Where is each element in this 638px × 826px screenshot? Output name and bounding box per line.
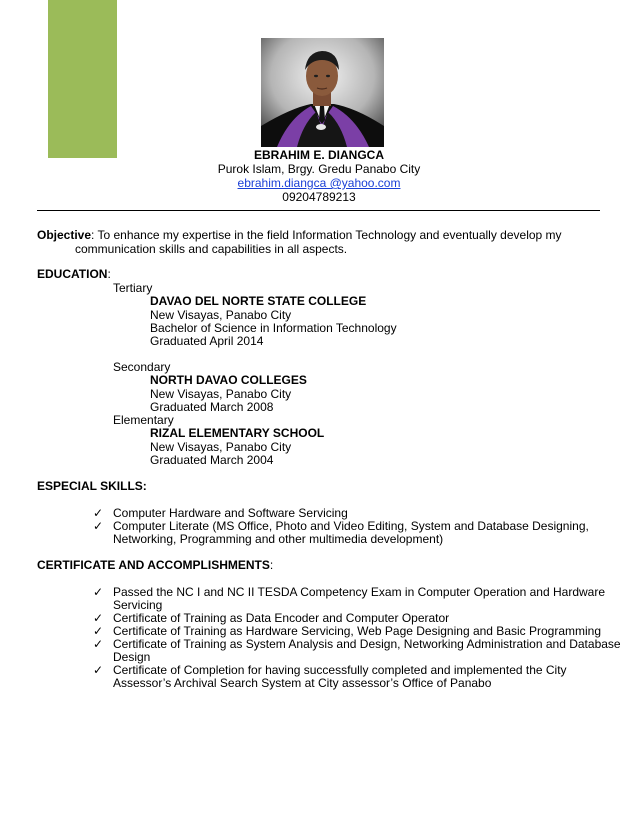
elementary-level: Elementary <box>113 413 174 427</box>
profile-photo <box>261 38 384 147</box>
elementary-graduated: Graduated March 2004 <box>150 453 274 467</box>
education-heading-text: EDUCATION <box>37 267 108 281</box>
secondary-graduated: Graduated March 2008 <box>150 400 274 414</box>
tertiary-location: New Visayas, Panabo City <box>150 308 292 322</box>
skill-item-2-line-1: Computer Literate (MS Office, Photo and Video Editing, System and Database Designing, <box>113 519 589 533</box>
certificate-item-5-line-1: Certificate of Completion for having successfully completed and implemented the City <box>113 663 567 677</box>
checkmark-icon: ✓ <box>93 663 104 677</box>
secondary-school: NORTH DAVAO COLLEGES <box>150 373 307 387</box>
applicant-address: Purok Islam, Brgy. Gredu Panabo City <box>217 162 421 176</box>
skill-item-1: Computer Hardware and Software Servicing <box>113 506 348 520</box>
certificate-item-2: Certificate of Training as Data Encoder and Computer Operator <box>113 611 450 625</box>
elementary-location: New Visayas, Panabo City <box>150 440 292 454</box>
certificates-heading-colon: : <box>269 558 274 572</box>
accent-bar <box>48 0 117 158</box>
header-divider <box>37 210 600 211</box>
skills-heading: ESPECIAL SKILLS: <box>37 479 147 493</box>
tertiary-school: DAVAO DEL NORTE STATE COLLEGE <box>150 294 367 308</box>
objective-line-2: communication skills and capabilities in all aspects. <box>75 242 348 256</box>
checkmark-icon: ✓ <box>93 519 104 533</box>
objective-text: : To enhance my expertise in the field Information Technology and eventually develop my <box>91 228 562 242</box>
tertiary-degree: Bachelor of Science in Information Technology <box>150 321 397 335</box>
checkmark-icon: ✓ <box>93 637 104 651</box>
certificate-item-5-line-2: Assessor’s Archival Search System at City assessor’s Office of Panabo <box>113 676 492 690</box>
checkmark-icon: ✓ <box>93 624 104 638</box>
secondary-level: Secondary <box>113 360 171 374</box>
skill-item-2-line-2: Networking, Programming and other multimedia development) <box>113 532 444 546</box>
certificate-item-3: Certificate of Training as Hardware Servicing, Web Page Designing and Basic Programming <box>113 624 602 638</box>
email-link[interactable]: ebrahim.diangca @yahoo.com <box>237 176 401 190</box>
objective-line-1 <box>37 229 562 242</box>
certificates-heading <box>37 559 273 572</box>
elementary-school: RIZAL ELEMENTARY SCHOOL <box>150 426 325 440</box>
certificate-item-4-line-1: Certificate of Training as System Analysis and Design, Networking Administration and Database <box>113 637 621 651</box>
checkmark-icon: ✓ <box>93 585 104 599</box>
certificate-item-1-line-2: Servicing <box>113 598 163 612</box>
certificate-item-1-line-1: Passed the NC I and NC II TESDA Competency Exam in Computer Operation and Hardware <box>113 585 606 599</box>
checkmark-icon: ✓ <box>93 506 104 520</box>
secondary-location: New Visayas, Panabo City <box>150 387 292 401</box>
certificate-item-4-line-2: Design <box>113 650 151 664</box>
objective-label: Objective <box>37 228 92 242</box>
certificates-heading-text: CERTIFICATE AND ACCOMPLISHMENTS <box>37 558 270 572</box>
applicant-phone: 09204789213 <box>282 190 356 204</box>
tertiary-graduated: Graduated April 2014 <box>150 334 264 348</box>
education-heading <box>37 268 111 281</box>
education-heading-colon: : <box>107 267 111 281</box>
tertiary-level: Tertiary <box>113 281 153 295</box>
checkmark-icon: ✓ <box>93 611 104 625</box>
applicant-name: EBRAHIM E. DIANGCA <box>253 148 384 162</box>
